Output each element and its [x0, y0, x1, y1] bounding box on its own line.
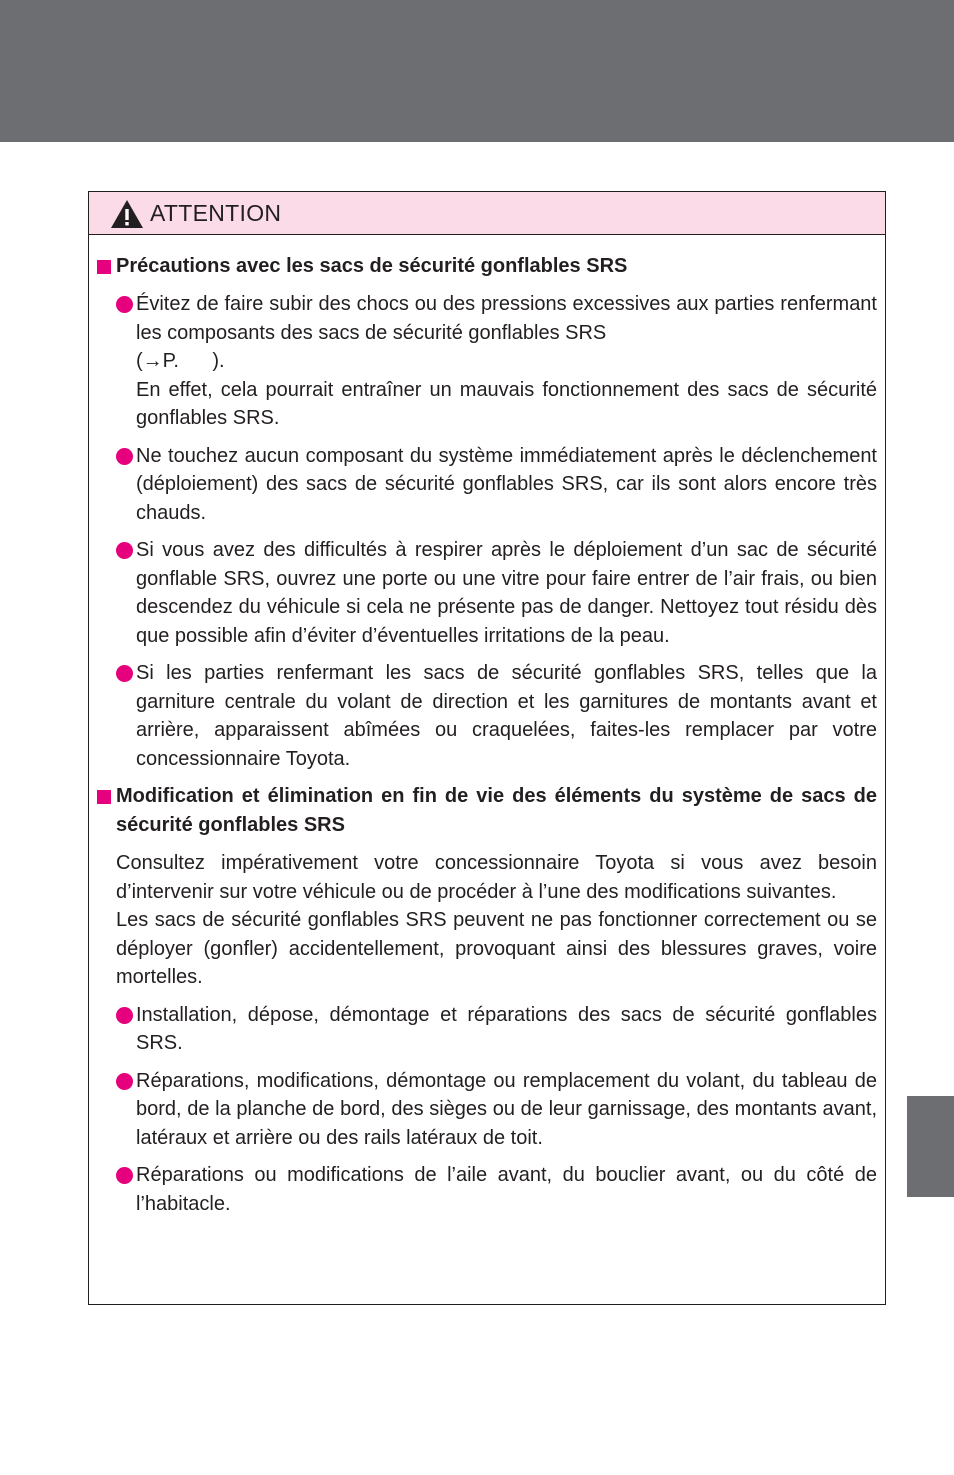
list-item [96, 1161, 877, 1218]
attention-box [88, 191, 886, 1305]
paragraph-text: Consultez impérativement votre concessionnaire Toyota si vous avez besoin d’intervenir sur votre véhicule ou de procéder à l’une des modifications suivantes. [116, 852, 877, 903]
section-heading [96, 252, 877, 281]
attention-header [89, 192, 885, 235]
list-item-text: Si les parties renfermant les sacs de sécurité gonflables SRS, telles que la garniture centrale du volant de direction et les garnitures de montants avant et arrière, apparaissent abîmées ou craquelées, faites-les remplacer par votre concessionnaire Toyota. [136, 662, 877, 770]
circle-bullet-icon [116, 1073, 133, 1090]
section-heading-text: Précautions avec les sacs de sécurité gonflables SRS [116, 255, 628, 277]
list-item-text: Évitez de faire subir des chocs ou des pressions excessives aux parties renfermant les composants des sacs de sécurité gonflables SRS [136, 293, 877, 344]
list-item [96, 442, 877, 528]
section-heading [96, 782, 877, 840]
list-item-text: Ne touchez aucun composant du système immédiatement après le déclenchement (déploiement) des sacs de sécurité gonflables SRS, car ils sont alors encore très chauds. [136, 444, 877, 524]
list-item [96, 536, 877, 650]
circle-bullet-icon [116, 665, 133, 682]
header-band [0, 0, 954, 142]
intro-paragraph [96, 849, 877, 992]
list-item-text: Réparations, modifications, démontage ou remplacement du volant, du tableau de bord, de la planche de bord, des sièges ou de leur garnissage, des montants avant, latéraux et arrière ou des rails latéraux de toit. [136, 1069, 877, 1149]
section-heading-text: Modification et élimination en fin de vie des éléments du système de sacs de sécurité gonflables SRS [116, 785, 877, 836]
list-item [96, 290, 877, 433]
circle-bullet-icon [116, 1007, 133, 1024]
list-item [96, 659, 877, 773]
chapter-tab [907, 1096, 954, 1197]
square-bullet-icon [97, 790, 111, 804]
list-item-text: Si vous avez des difficultés à respirer après le déploiement d’un sac de sécurité gonflable SRS, ouvrez une porte ou une vitre pour faire entrer de l’air frais, ou bien descendez du véhicule si cela ne présente pas de danger. Nettoyez tout résidu dès que possible afin d’éviter d’éventuelles irritations de la peau. [136, 539, 877, 647]
paragraph-text: Les sacs de sécurité gonflables SRS peuvent ne pas fonctionner correctement ou se déployer (gonfler) accidentellement, provoquant ainsi des blessures graves, voire mortelles. [116, 909, 877, 988]
page-reference: (→P. ). [136, 350, 225, 372]
circle-bullet-icon [116, 296, 133, 313]
warning-icon [110, 199, 144, 229]
list-item-text: En effet, cela pourrait entraîner un mauvais fonctionnement des sacs de sécurité gonflables SRS. [136, 378, 877, 429]
list-item-text: Installation, dépose, démontage et réparations des sacs de sécurité gonflables SRS. [136, 1003, 877, 1054]
square-bullet-icon [97, 260, 111, 274]
circle-bullet-icon [116, 542, 133, 559]
circle-bullet-icon [116, 448, 133, 465]
list-item [96, 1067, 877, 1153]
circle-bullet-icon [116, 1167, 133, 1184]
list-item-text: Réparations ou modifications de l’aile avant, du bouclier avant, ou du côté de l’habitacle. [136, 1164, 877, 1215]
attention-content [89, 235, 885, 1218]
list-item [96, 1001, 877, 1058]
attention-title: ATTENTION [150, 199, 282, 226]
